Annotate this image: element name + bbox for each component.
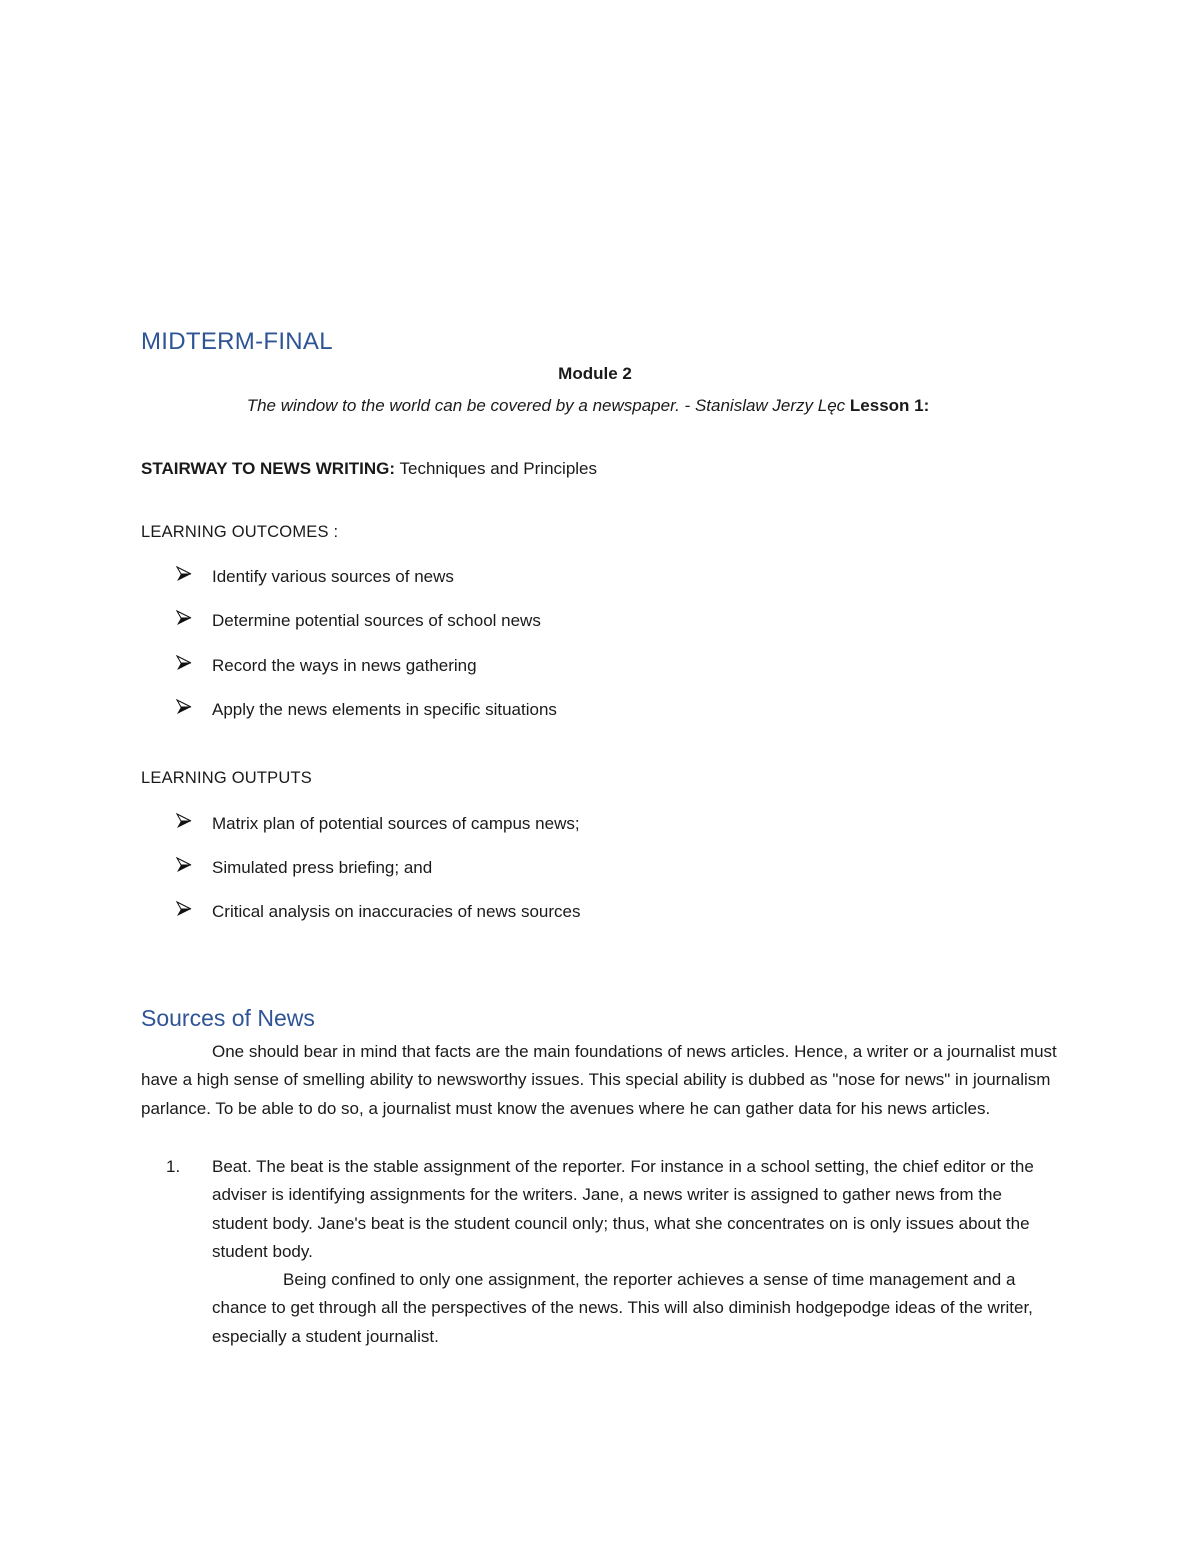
output-text: Simulated press briefing; and bbox=[212, 857, 433, 877]
learning-outputs-heading: LEARNING OUTPUTS bbox=[141, 769, 312, 787]
arrow-bullet-icon bbox=[176, 901, 212, 922]
outcome-text: Record the ways in news gathering bbox=[212, 655, 477, 675]
arrow-bullet-icon bbox=[176, 655, 212, 676]
continuation-text: Being confined to only one assignment, the reporter achieves a sense of time management and a chance to get through all the perspectives of the news. This will also diminish hodgepodge ideas of the writer, especially a student journalist. bbox=[212, 1270, 1033, 1346]
learning-outcomes-heading: LEARNING OUTCOMES : bbox=[141, 523, 339, 541]
section-title: Sources of News bbox=[141, 1005, 315, 1031]
lesson-title-rest: Techniques and Principles bbox=[395, 459, 598, 478]
arrow-bullet-icon bbox=[176, 813, 212, 834]
list-item bbox=[176, 655, 477, 676]
list-item bbox=[176, 566, 454, 587]
list-item bbox=[166, 1153, 1061, 1351]
list-item bbox=[176, 901, 581, 922]
outcome-text: Identify various sources of news bbox=[212, 566, 454, 586]
outcome-text: Apply the news elements in specific situations bbox=[212, 699, 557, 719]
quote-text: The window to the world can be covered by a newspaper. - Stanislaw Jerzy Lęc bbox=[246, 396, 846, 415]
arrow-bullet-icon bbox=[176, 566, 212, 587]
output-text: Critical analysis on inaccuracies of news sources bbox=[212, 901, 581, 921]
list-item bbox=[176, 610, 541, 631]
arrow-bullet-icon bbox=[176, 610, 212, 631]
lesson-title-bold: STAIRWAY TO NEWS WRITING: bbox=[141, 459, 396, 478]
lesson-label: Lesson 1: bbox=[849, 396, 930, 415]
outcome-text: Determine potential sources of school news bbox=[212, 610, 541, 630]
list-item-continuation bbox=[212, 1266, 1061, 1351]
page-title: MIDTERM-FINAL bbox=[141, 328, 333, 355]
list-number: 1. bbox=[166, 1157, 181, 1176]
list-item bbox=[176, 857, 432, 878]
intro-paragraph bbox=[141, 1038, 1061, 1123]
numbered-list bbox=[166, 1153, 1061, 1351]
output-text: Matrix plan of potential sources of campus news; bbox=[212, 813, 580, 833]
lesson-title bbox=[141, 459, 597, 479]
arrow-bullet-icon bbox=[176, 699, 212, 720]
list-item-text: Beat. The beat is the stable assignment of the reporter. For instance in a school setting, the chief editor or the adviser is identifying assignments for the writers. Jane, a news writer is assigned to gather news from the student body. Jane's beat is the student council only; thus, what she concentrates on is only issues about the student body. bbox=[212, 1157, 1034, 1261]
list-item bbox=[176, 813, 580, 834]
intro-text: One should bear in mind that facts are the main foundations of news articles. Hence, a writer or a journalist must have a high sense of smelling ability to newsworthy issues. This special ability is dubbed as "nose for news" in journalism parlance. To be able to do so, a journalist must know the avenues where he can gather data for his news articles. bbox=[141, 1042, 1057, 1118]
module-label: Module 2 bbox=[558, 364, 632, 383]
list-item-body bbox=[212, 1153, 1061, 1351]
arrow-bullet-icon bbox=[176, 857, 212, 878]
list-item bbox=[176, 699, 557, 720]
quote-line bbox=[0, 396, 1176, 416]
